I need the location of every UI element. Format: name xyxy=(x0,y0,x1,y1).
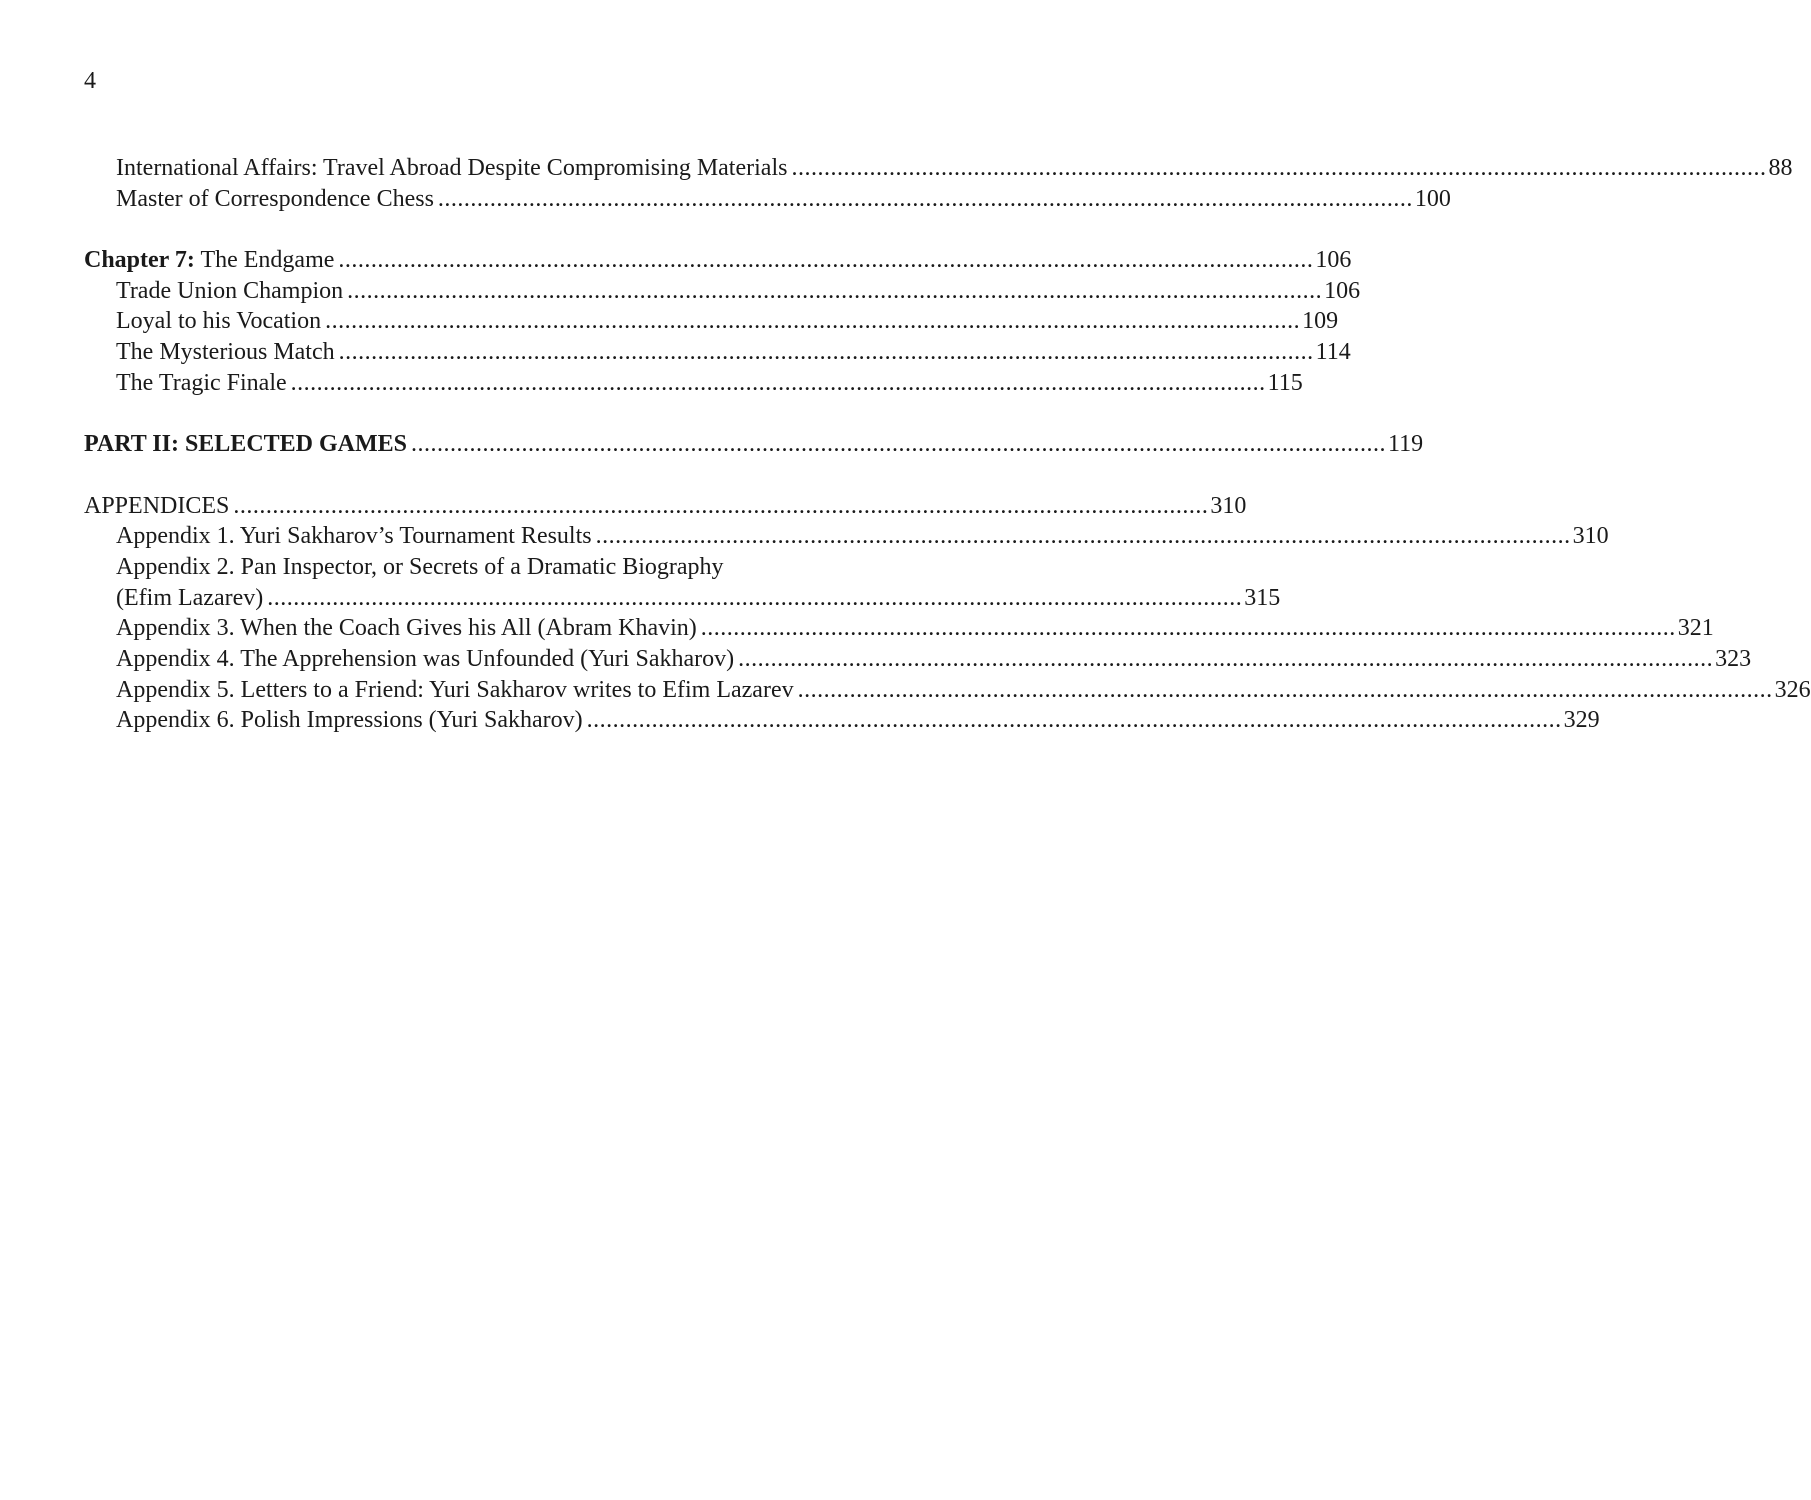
toc-entry-appendix-1 xyxy=(84,521,1609,552)
dot-leader: ...................................................................................................................................................... xyxy=(586,707,1562,734)
toc-entry-label: Appendix 2. Pan Inspector, or Secrets of a Dramatic Biography xyxy=(116,553,724,580)
dot-leader: ...................................................................................................................................................... xyxy=(233,492,1209,519)
dot-leader: ...................................................................................................................................................... xyxy=(738,646,1714,672)
toc-entry-label: Appendix 1. Yuri Sakharov’s Tournament Results xyxy=(116,523,592,550)
dot-leader: ...................................................................................................................................................... xyxy=(290,369,1266,396)
toc-entry-label: Trade Union Champion xyxy=(116,277,344,304)
part-title: PART II: SELECTED GAMES xyxy=(84,431,408,458)
toc-entry-page: 329 xyxy=(1563,707,1600,734)
toc-entry-page: 310 xyxy=(1210,492,1247,519)
dot-leader: ...................................................................................................................................................... xyxy=(347,277,1323,304)
toc-entry-mysterious xyxy=(84,337,1351,368)
toc-entry-appendix-6 xyxy=(84,705,1600,736)
dot-leader: ...................................................................................................................................................... xyxy=(411,431,1387,458)
spacer xyxy=(84,214,866,245)
dot-leader: ...................................................................................................................................................... xyxy=(437,185,1413,212)
toc-entry-appendix-3 xyxy=(84,613,1714,644)
toc-entry-international-affairs xyxy=(84,153,1793,184)
page-number: 4 xyxy=(84,68,96,94)
toc-entry-page: 106 xyxy=(1315,247,1352,274)
toc-entry-page: 100 xyxy=(1414,185,1451,212)
chapter-prefix: Chapter 7: xyxy=(84,247,195,274)
toc-entry-appendix-2-line2 xyxy=(84,583,1281,614)
toc-entry-label: APPENDICES xyxy=(84,492,230,519)
toc-entry-label: Appendix 6. Polish Impressions (Yuri Sakharov) xyxy=(116,707,583,734)
toc-entry-page: 115 xyxy=(1267,369,1303,396)
toc-entry-label: Appendix 4. The Apprehension was Unfounded (Yuri Sakharov) xyxy=(116,646,735,672)
spacer xyxy=(84,399,866,430)
toc-entry-label: The Tragic Finale xyxy=(116,369,287,396)
toc-entry-appendix-2-line1 xyxy=(84,552,866,583)
toc-entry-loyal xyxy=(84,306,1339,337)
toc-entry-appendix-4 xyxy=(84,644,1752,675)
toc-entry-label: Loyal to his Vocation xyxy=(116,308,322,335)
toc-entry-appendix-5 xyxy=(84,675,1811,706)
toc-entry-trade-union xyxy=(84,276,1361,307)
dot-leader: ...................................................................................................................................................... xyxy=(267,584,1243,611)
toc-entry-page: 106 xyxy=(1324,277,1361,304)
toc-entry-label xyxy=(84,245,334,276)
toc-entry-label: The Mysterious Match xyxy=(116,339,335,366)
dot-leader: ...................................................................................................................................................... xyxy=(791,155,1767,181)
toc-entry-page: 326 xyxy=(1774,676,1811,703)
toc-entry-page: 119 xyxy=(1388,431,1424,458)
toc-entry-page: 321 xyxy=(1677,615,1714,642)
toc-entry-page: 109 xyxy=(1302,308,1339,335)
toc-entry-label xyxy=(84,429,407,460)
toc-entry-tragic xyxy=(84,368,1303,399)
toc-entry-label: (Efim Lazarev) xyxy=(116,584,264,611)
toc-entry-label: Appendix 3. When the Coach Gives his All (Abram Khavin) xyxy=(116,615,697,642)
toc-entry-chapter-7 xyxy=(84,245,1352,276)
toc-entry-page: 315 xyxy=(1244,584,1281,611)
dot-leader: ...................................................................................................................................................... xyxy=(797,676,1773,703)
toc-entry-label: Master of Correspondence Chess xyxy=(116,185,434,212)
chapter-title: The Endgame xyxy=(194,247,335,274)
toc-entry-label: International Affairs: Travel Abroad Despite Compromising Materials xyxy=(116,155,788,181)
toc-entry-appendices xyxy=(84,491,1247,522)
dot-leader: ...................................................................................................................................................... xyxy=(338,247,1314,274)
dot-leader: ...................................................................................................................................................... xyxy=(595,523,1571,550)
toc-entry-page: 310 xyxy=(1572,523,1609,550)
toc-entry-master-correspondence xyxy=(84,184,1451,215)
toc-entry-page: 88 xyxy=(1768,155,1793,181)
spacer xyxy=(84,460,866,491)
toc-entry-label: Appendix 5. Letters to a Friend: Yuri Sakharov writes to Efim Lazarev xyxy=(116,676,794,703)
toc-entry-page: 114 xyxy=(1315,339,1351,366)
dot-leader: ...................................................................................................................................................... xyxy=(338,339,1314,366)
toc-entry-part-2 xyxy=(84,429,1424,460)
table-of-contents xyxy=(84,153,1811,736)
dot-leader: ...................................................................................................................................................... xyxy=(700,615,1676,642)
toc-entry-page: 323 xyxy=(1715,646,1752,672)
dot-leader: ...................................................................................................................................................... xyxy=(325,308,1301,335)
